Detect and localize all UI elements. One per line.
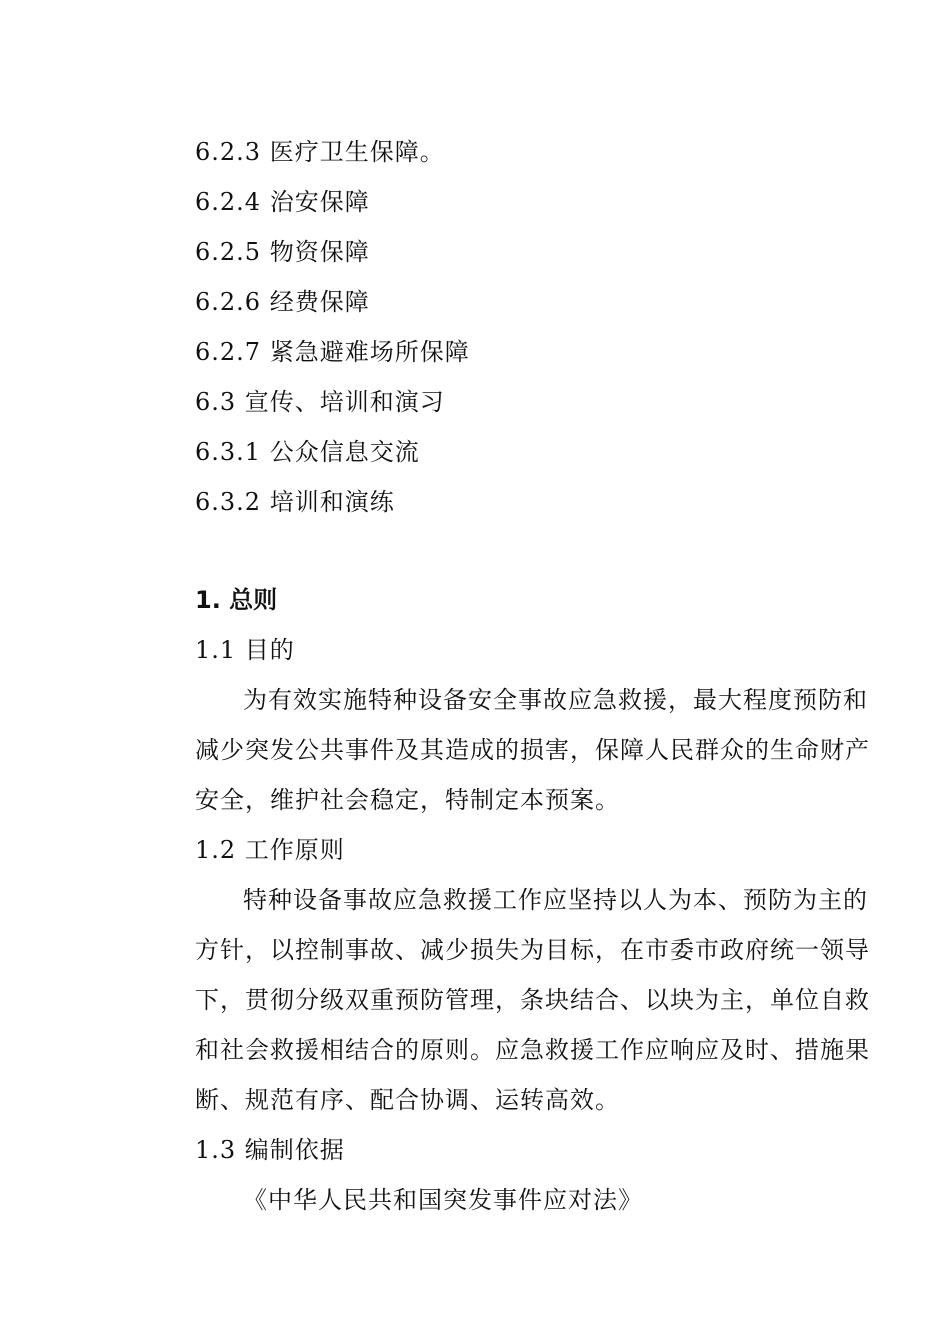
main-content (147, 575, 870, 1225)
toc-entry: 6.3.1 公众信息交流 (195, 438, 420, 466)
toc-entry: 6.3 宣传、培训和演习 (195, 388, 445, 416)
paragraph-line: 《中华人民共和国突发事件应对法》 (243, 1186, 643, 1214)
paragraph-line: 下，贯彻分级双重预防管理，条块结合、以块为主，单位自救 (195, 986, 870, 1014)
paragraph (147, 675, 870, 825)
subsection-title: 1.1 目的 (195, 636, 295, 664)
toc-entry: 6.2.5 物资保障 (195, 238, 370, 266)
paragraph-line: 安全，维护社会稳定，特制定本预案。 (195, 786, 620, 814)
toc-entry: 6.3.2 培训和演练 (195, 488, 395, 516)
toc-entry: 6.2.4 治安保障 (195, 188, 370, 216)
subsection-title: 1.3 编制依据 (195, 1136, 345, 1164)
section-heading: 1. 总则 (195, 586, 278, 614)
paragraph-line: 为有效实施特种设备安全事故应急救援，最大程度预防和 (243, 686, 868, 714)
paragraph-line: 断、规范有序、配合协调、运转高效。 (195, 1086, 620, 1114)
toc-entry: 6.2.6 经费保障 (195, 288, 370, 316)
toc-entry: 6.2.3 医疗卫生保障。 (195, 138, 445, 166)
paragraph-line: 特种设备事故应急救援工作应坚持以人为本、预防为主的 (243, 886, 868, 914)
paragraph-line: 减少突发公共事件及其造成的损害，保障人民群众的生命财产 (195, 736, 870, 764)
table-of-contents (195, 127, 855, 527)
paragraph-line: 和社会救援相结合的原则。应急救援工作应响应及时、措施果 (195, 1036, 870, 1064)
paragraph (147, 1175, 812, 1225)
paragraph (147, 875, 870, 1125)
subsection-title: 1.2 工作原则 (195, 836, 345, 864)
paragraph-line: 方针，以控制事故、减少损失为目标，在市委市政府统一领导 (195, 936, 870, 964)
toc-entry: 6.2.7 紧急避难场所保障 (195, 338, 470, 366)
